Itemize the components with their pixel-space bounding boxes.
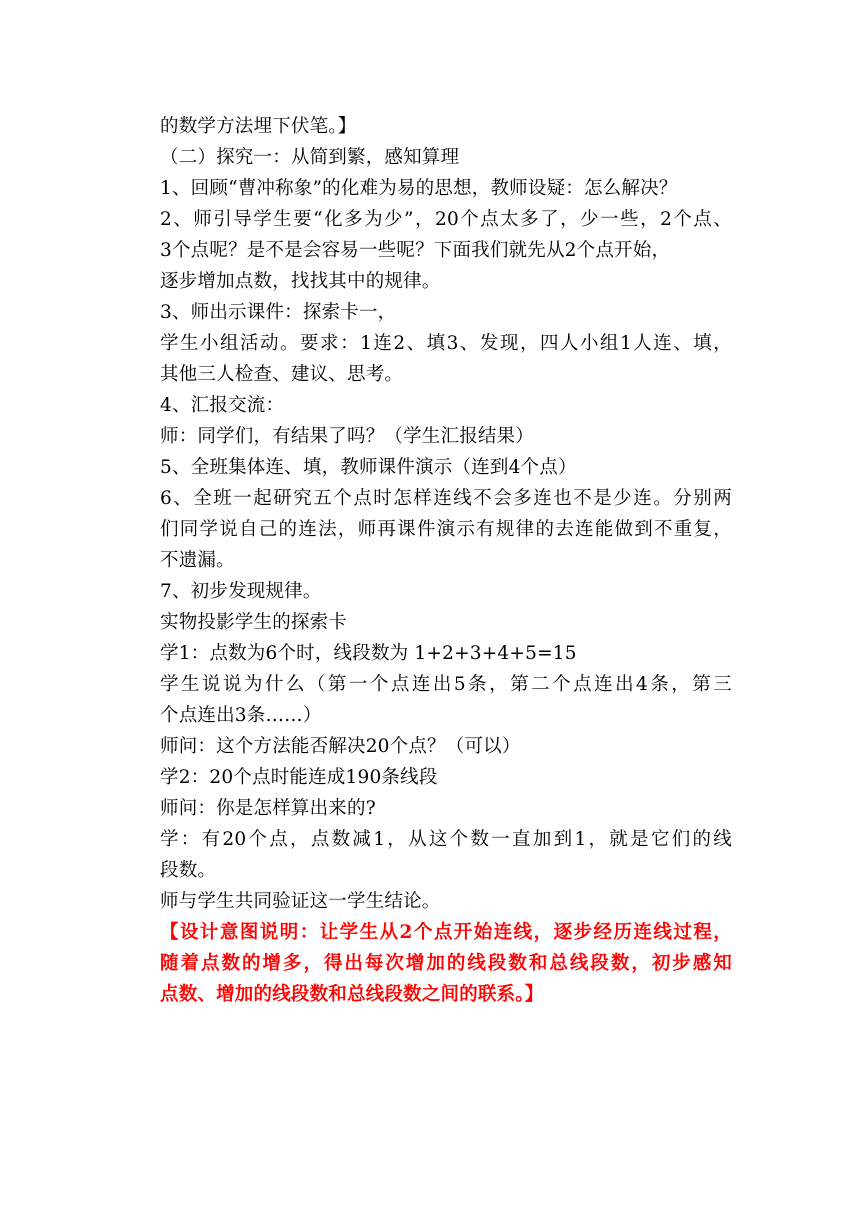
paragraph-line: 段数。 bbox=[160, 860, 217, 881]
paragraph-line: 3个点呢？是不是会容易一些呢？下面我们就先从2个点开始， bbox=[160, 240, 671, 261]
design-intent-line: 【设计意图说明：让学生从2个点开始连线，逐步经历连线过程， bbox=[160, 922, 732, 943]
design-intent-line: 点数、增加的线段数和总线段数之间的联系。】 bbox=[160, 984, 544, 1005]
paragraph-line: 5、全班集体连、填，教师课件演示（连到4个点） bbox=[160, 457, 577, 478]
paragraph-line: 个点连出3条……） bbox=[160, 705, 322, 726]
paragraph-line: 3、师出示课件：探索卡一， bbox=[160, 302, 397, 323]
paragraph-line: 不遗漏。 bbox=[160, 550, 235, 571]
paragraph-line: 师问：你是怎样算出来的? bbox=[160, 798, 376, 819]
paragraph-line: 7、初步发现规律。 bbox=[160, 581, 322, 602]
design-intent-line: 随着点数的增多，得出每次增加的线段数和总线段数，初步感知 bbox=[160, 953, 732, 974]
paragraph-line: 1、回顾“曹冲称象”的化难为易的思想，教师设疑：怎么解决？ bbox=[160, 178, 678, 199]
paragraph-line: （二）探究一：从简到繁，感知算理 bbox=[160, 147, 460, 168]
paragraph-line: 学：有20个点，点数减1，从这个数一直加到1，就是它们的线 bbox=[160, 829, 732, 850]
paragraph-line: 学生小组活动。要求：1连2、填3、发现，四人小组1人连、填， bbox=[160, 333, 732, 354]
paragraph-line: 师与学生共同验证这一学生结论。 bbox=[160, 891, 441, 912]
paragraph-line: 师问：这个方法能否解决20个点？（可以） bbox=[160, 736, 521, 757]
paragraph-line: 实物投影学生的探索卡 bbox=[160, 612, 348, 633]
document-body bbox=[160, 111, 732, 1010]
paragraph-line: 学1：点数为6个时，线段数为 1+2+3+4+5=15 bbox=[160, 643, 577, 664]
paragraph-line: 学2：20个点时能连成190条线段 bbox=[160, 767, 438, 788]
paragraph-line: 们同学说自己的连法，师再课件演示有规律的去连能做到不重复， bbox=[160, 519, 732, 540]
paragraph-line: 的数学方法埋下伏笔。】 bbox=[160, 116, 357, 137]
paragraph-line: 6、全班一起研究五个点时怎样连线不会多连也不是少连。分别两 bbox=[160, 488, 732, 509]
paragraph-line: 学生说说为什么（第一个点连出5条，第二个点连出4条，第三 bbox=[160, 674, 732, 695]
paragraph-line: 逐步增加点数，找找其中的规律。 bbox=[160, 271, 441, 292]
paragraph-line: 4、汇报交流： bbox=[160, 395, 285, 416]
paragraph-line: 师：同学们，有结果了吗？（学生汇报结果） bbox=[160, 426, 535, 447]
paragraph-line: 其他三人检查、建议、思考。 bbox=[160, 364, 404, 385]
paragraph-line: 2、师引导学生要“化多为少”，20个点太多了，少一些，2个点、 bbox=[160, 209, 732, 230]
